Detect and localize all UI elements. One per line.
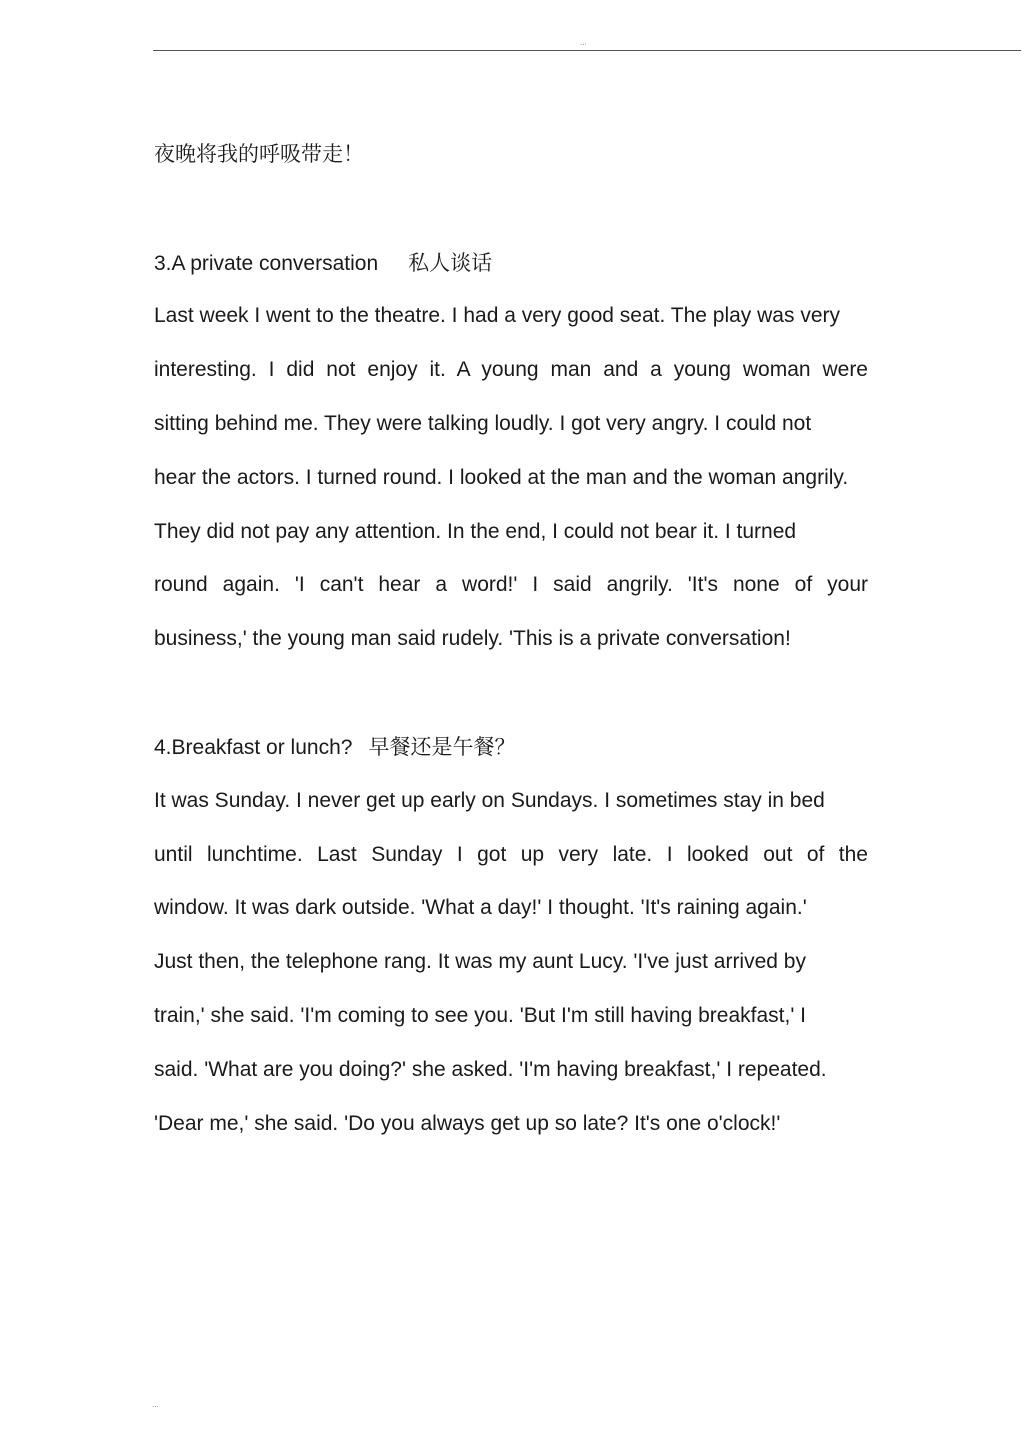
lesson-4-title bbox=[154, 734, 515, 761]
lesson-3-title-cn: 私人谈话 bbox=[408, 251, 493, 275]
header-rule bbox=[153, 50, 1021, 51]
lesson-4-line: until lunchtime. Last Sunday I got up very late. I looked out of the bbox=[154, 843, 868, 866]
lesson-3-line: interesting. I did not enjoy it. A young man and a young woman were bbox=[154, 358, 868, 381]
header-mark: ... bbox=[580, 38, 587, 47]
lesson-4-line: window. It was dark outside. 'What a day!' I thought. 'It's raining again.' bbox=[154, 896, 807, 919]
lesson-4-line: It was Sunday. I never get up early on Sundays. I sometimes stay in bed bbox=[154, 789, 825, 812]
lesson-4-line: said. 'What are you doing?' she asked. 'I'm having breakfast,' I repeated. bbox=[154, 1058, 827, 1081]
lesson-3-title bbox=[154, 250, 492, 277]
lesson-4-title-cn: 早餐还是午餐？ bbox=[368, 735, 516, 759]
intro-line: 夜晚将我的呼吸带走！ bbox=[154, 142, 364, 166]
lesson-3-line: They did not pay any attention. In the end, I could not bear it. I turned bbox=[154, 520, 797, 543]
lesson-4-line: train,' she said. 'I'm coming to see you. 'But I'm still having breakfast,' I bbox=[154, 1004, 807, 1027]
lesson-4-title-en: 4.Breakfast or lunch? bbox=[154, 736, 353, 759]
lesson-3-line: business,' the young man said rudely. 'This is a private conversation! bbox=[154, 627, 791, 650]
lesson-3-line: round again. 'I can't hear a word!' I said angrily. 'It's none of your bbox=[154, 573, 868, 596]
footer-mark: ... bbox=[152, 1400, 159, 1409]
lesson-3-line: hear the actors. I turned round. I looked at the man and the woman angrily. bbox=[154, 466, 849, 489]
lesson-4-line: Just then, the telephone rang. It was my aunt Lucy. 'I've just arrived by bbox=[154, 950, 806, 973]
lesson-3-line: Last week I went to the theatre. I had a very good seat. The play was very bbox=[154, 304, 840, 327]
lesson-3-line: sitting behind me. They were talking loudly. I got very angry. I could not bbox=[154, 412, 812, 435]
lesson-3-title-en: 3.A private conversation bbox=[154, 252, 379, 275]
lesson-4-line: 'Dear me,' she said. 'Do you always get up so late? It's one o'clock!' bbox=[154, 1112, 781, 1135]
